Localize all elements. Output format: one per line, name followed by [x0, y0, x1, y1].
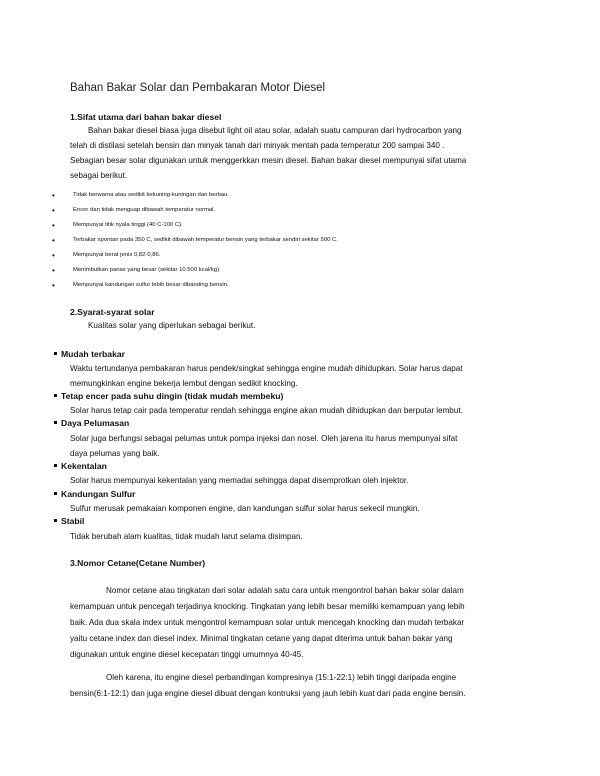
properties-bullet-list — [52, 188, 552, 293]
section-3-heading: 3.Nomor Cetane(Cetane Number) — [70, 558, 206, 568]
requirement-label-kandungan-sulfur: Kandungan Sulfur — [54, 487, 135, 502]
section-3-para-1-line-1: Nomor cetane atau tingkatan dari solar adalah satu cara untuk mengontrol bahan bakar solar dalam — [106, 586, 464, 595]
section-1-intro-line-1: Bahan bakar diesel biasa juga disebut light oil atau solar, adalah suatu campuran dari hydrocarbon yang — [88, 126, 462, 135]
square-bullet-icon — [54, 394, 57, 397]
list-item: • Terbakar spontan pada 350 C, sedikit dibawah temperatur bensin yang terbakar sendiri sekitar 500 C. — [52, 233, 552, 248]
list-item: • Mempunyai kandungan sulfur lebih besar dibanding bensin. — [52, 278, 552, 293]
square-bullet-icon — [54, 464, 57, 467]
requirement-text: Solar harus mempunyai kekentalan yang memadai sehingga dapat disemprotkan oleh injektor. — [70, 476, 409, 485]
section-1-heading: 1.Sifat utama dari bahan bakar diesel — [70, 112, 222, 122]
section-1-intro-line-4: sebagai berikut. — [70, 171, 128, 180]
requirement-label-kekentalan: Kekentalan — [54, 459, 107, 474]
section-1-intro-line-2: telah di distilasi setelah bensin dan minyak tanah dari minyak mentah pada temperatur 200 sampai 340 . — [70, 141, 445, 150]
requirement-label-daya-pelumasan: Daya Pelumasan — [54, 416, 129, 431]
requirement-text: memungkinkan engine bekerja lembut dengan sedikit knocking. — [70, 379, 298, 388]
requirement-text: daya pelumas yang baik. — [70, 449, 160, 458]
square-bullet-icon — [54, 352, 57, 355]
square-bullet-icon — [54, 519, 57, 522]
list-item: • Mempunyai berat jenis 0,82-0,86. — [52, 248, 552, 263]
requirement-text: Solar juga berfungsi sebagai pelumas untuk pompa injeksi dan nosel. Oleh jarena itu harus mempunyai sifat — [70, 434, 458, 443]
document-title: Bahan Bakar Solar dan Pembakaran Motor Diesel — [70, 82, 326, 94]
requirement-text: Tidak berubah alam kualitas, tidak mudah larut selama disimpan. — [70, 532, 303, 541]
section-3-para-2-line-2: bensin(6:1-12:1) dan juga engine diesel dibuat dengan kontruksi yang jauh lebih kuat dari pada engine bensin. — [70, 689, 466, 698]
section-3-para-1-line-5: digunakan untuk engine diesel kecepatan tinggi umumnya 40-45. — [70, 650, 304, 659]
requirement-label-tetap-encer: Tetap encer pada suhu dingin (tidak mudah membeku) — [54, 389, 283, 404]
section-3-para-1-line-3: baik. Ada dua skala index untuk mengontrol kemampuan solar untuk mencegah knocking dan mudah terbakar — [70, 618, 465, 627]
section-3-para-1-line-4: yaitu cetane index dan diesel index. Minimal tingkatan cetane yang dapat diterima untuk bahan bakar yang — [70, 634, 453, 643]
requirement-text: Waktu tertundanya pembakaran harus pendek/singkat sehingga engine mudah dihidupkan. Solar harus dapat — [70, 364, 463, 373]
requirement-text: Solar harus tetap cair pada temperatur rendah sehingga engine akan mudah dihidupkan dan berputar lembut. — [70, 406, 463, 415]
list-item: • Mempunyai titik nyala tinggi (40 C-100 C). — [52, 218, 552, 233]
section-2-intro: Kualitas solar yang diperlukan sebagai berikut. — [88, 321, 256, 330]
section-1-intro-line-3: Sebagian besar solar digunakan untuk menggerkkan mesin diesel. Bahan bakar diesel mempunyai sifat utama — [70, 156, 467, 165]
square-bullet-icon — [54, 421, 57, 424]
list-item: • Menimbulkan panas yang besar (sekitar 10.500 kcal/kg). — [52, 263, 552, 278]
square-bullet-icon — [54, 492, 57, 495]
list-item: • Encer dan tidak menguap dibawah temperatur normal. — [52, 203, 552, 218]
requirement-label-stabil: Stabil — [54, 514, 84, 529]
requirement-text: Sulfur merusak pemakaian komponen engine, dan kandungan sulfur solar harus sekecil mungkin. — [70, 504, 420, 513]
requirement-label-mudah-terbakar: Mudah terbakar — [54, 347, 125, 362]
section-2-heading: 2.Syarat-syarat solar — [70, 307, 155, 317]
section-3-para-1-line-2: kemampuan untuk pencegah terjadinya knocking. Tingkatan yang lebih besar memiliki kemampuan yang lebih — [70, 602, 465, 611]
list-item: • Tidak berwarna atau sedikit kekuning-kuningan dan berbau. — [52, 188, 552, 203]
section-3-para-2-line-1: Oleh karena, itu engine diesel perbandingan kompresinya (15:1-22:1) lebih tinggi daripada engine — [106, 673, 457, 682]
